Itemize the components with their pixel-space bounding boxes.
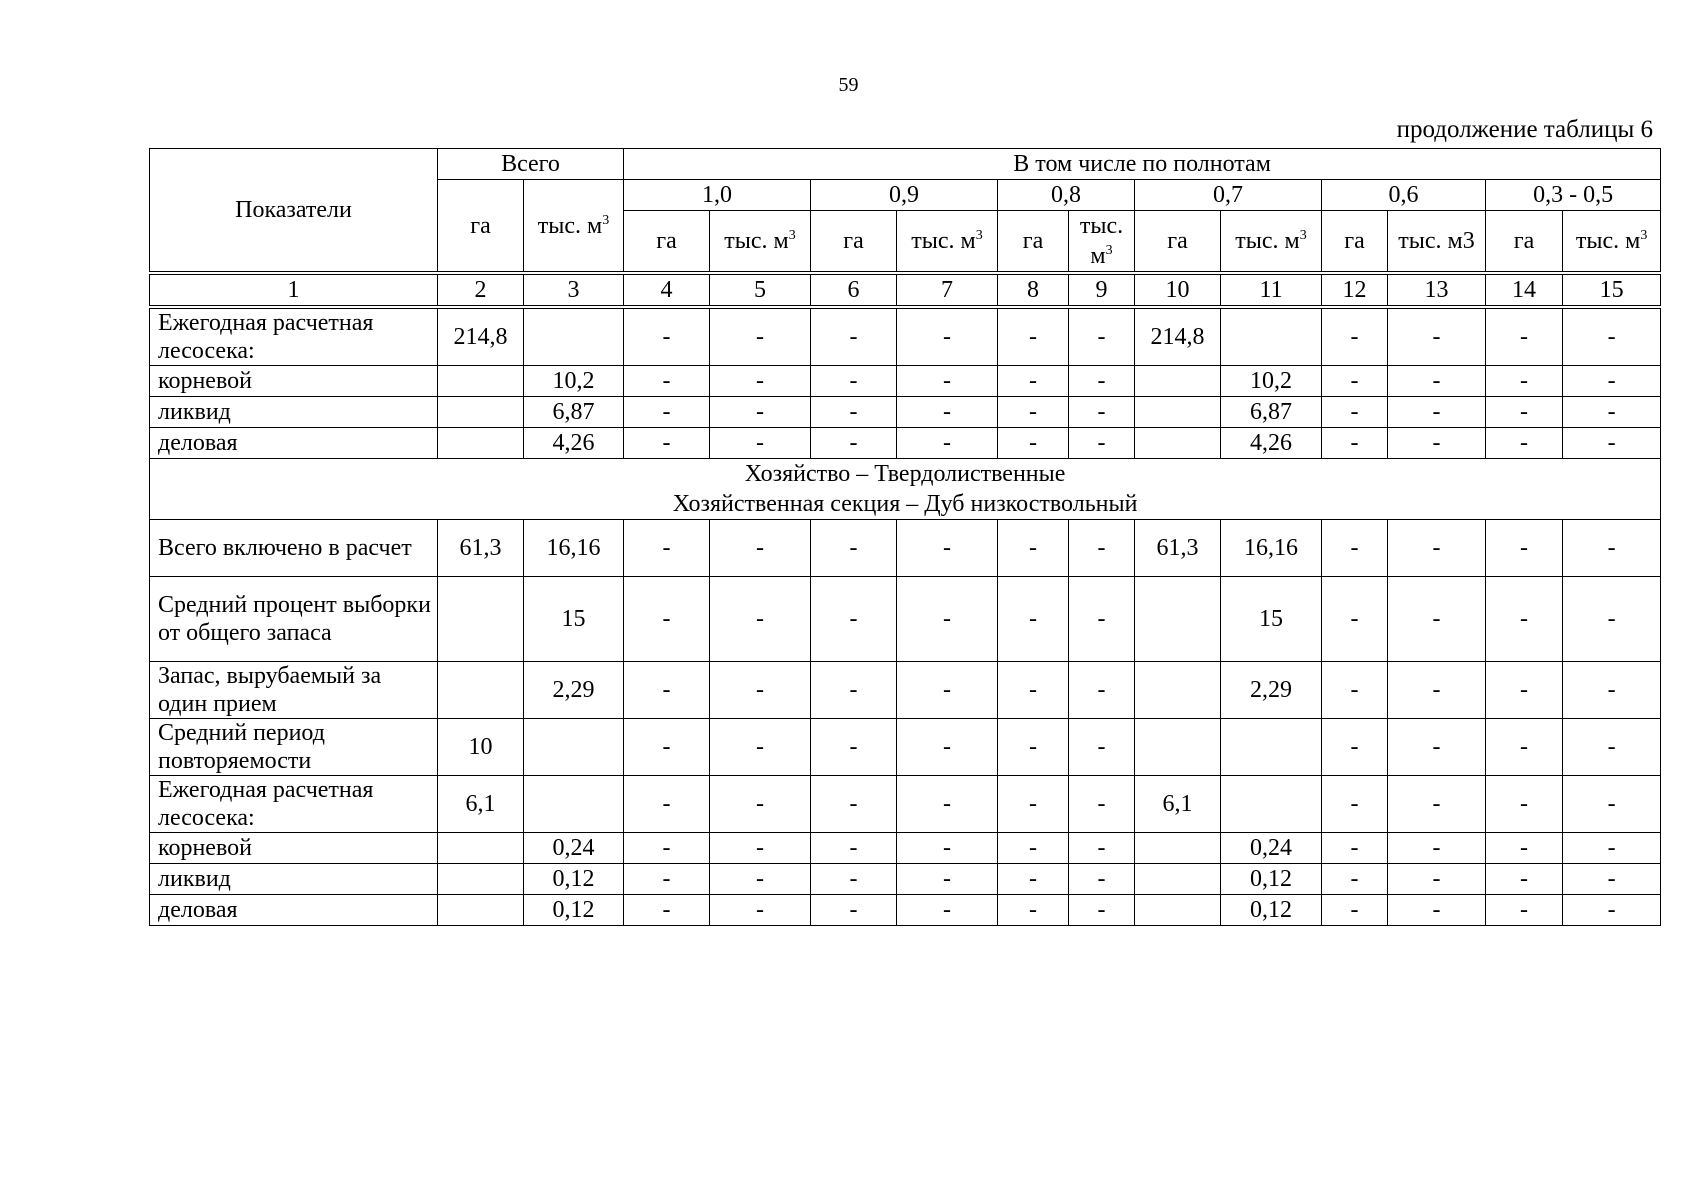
table-cell: - xyxy=(1563,719,1661,776)
table-cell: - xyxy=(1388,520,1486,577)
table-cell: - xyxy=(1563,307,1661,366)
table-cell: 15 xyxy=(1221,577,1322,662)
table-cell xyxy=(438,895,524,926)
table-cell: - xyxy=(897,719,998,776)
table-cell: - xyxy=(897,864,998,895)
table-cell: - xyxy=(998,776,1069,833)
table-cell xyxy=(1135,366,1221,397)
row-label: Ежегодная расчетная лесосека: xyxy=(150,776,438,833)
table-cell: - xyxy=(1069,833,1135,864)
table-cell: - xyxy=(624,719,710,776)
column-number: 8 xyxy=(998,273,1069,307)
row-label: корневой xyxy=(150,833,438,864)
table-cell: - xyxy=(897,397,998,428)
table-cell: - xyxy=(897,520,998,577)
table-cell: - xyxy=(897,307,998,366)
table-cell: 15 xyxy=(524,577,624,662)
table-cell: - xyxy=(1388,307,1486,366)
table-cell: - xyxy=(1388,895,1486,926)
table-cell xyxy=(438,833,524,864)
table-cell: - xyxy=(998,307,1069,366)
table-cell: - xyxy=(897,366,998,397)
table-cell: - xyxy=(1388,662,1486,719)
table-cell: - xyxy=(998,833,1069,864)
table-cell: - xyxy=(1388,776,1486,833)
table-cell xyxy=(1135,833,1221,864)
page-number: 59 xyxy=(838,74,859,96)
table-row xyxy=(150,520,1661,577)
table-cell: 0,12 xyxy=(1221,864,1322,895)
table-cell: 6,1 xyxy=(1135,776,1221,833)
table-cell: - xyxy=(897,833,998,864)
header-indicators: Показатели xyxy=(150,149,438,274)
header-density-1: 1,0 xyxy=(624,180,811,211)
column-number: 14 xyxy=(1486,273,1563,307)
table-cell: - xyxy=(811,776,897,833)
header-thous: тыс. $м^3$ xyxy=(710,211,811,274)
table-cell: - xyxy=(710,520,811,577)
table-cell: - xyxy=(1322,520,1388,577)
header-thous: тыс. $м^3$ xyxy=(1069,211,1135,274)
header-incl-density: В том числе по полнотам xyxy=(624,149,1661,180)
data-table xyxy=(149,148,1661,926)
table-cell xyxy=(1135,864,1221,895)
table-cell: - xyxy=(1486,662,1563,719)
table-cell: - xyxy=(998,719,1069,776)
table-cell: - xyxy=(624,895,710,926)
table-cell: - xyxy=(1563,833,1661,864)
table-cell xyxy=(438,662,524,719)
table-cell: - xyxy=(811,307,897,366)
table-cell: - xyxy=(998,520,1069,577)
table-cell: 10,2 xyxy=(1221,366,1322,397)
table-cell xyxy=(524,719,624,776)
table-cell: - xyxy=(710,895,811,926)
section-heading xyxy=(150,459,1661,520)
table-cell: - xyxy=(1563,577,1661,662)
column-number: 13 xyxy=(1388,273,1486,307)
table-cell: - xyxy=(1563,864,1661,895)
table-cell: - xyxy=(1486,895,1563,926)
table-cell: - xyxy=(1322,719,1388,776)
table-cell: - xyxy=(1322,662,1388,719)
table-cell: - xyxy=(1069,719,1135,776)
table-cell: - xyxy=(811,428,897,459)
table-row xyxy=(150,397,1661,428)
header-ha: га xyxy=(1486,211,1563,274)
table-cell xyxy=(1221,776,1322,833)
table-cell: - xyxy=(1388,833,1486,864)
table-cell xyxy=(1135,719,1221,776)
table-cell: - xyxy=(710,428,811,459)
table-cell: - xyxy=(624,307,710,366)
table-row xyxy=(150,776,1661,833)
column-number: 15 xyxy=(1563,273,1661,307)
table-row xyxy=(150,366,1661,397)
table-cell xyxy=(1135,397,1221,428)
table-cell: - xyxy=(1322,428,1388,459)
table-row xyxy=(150,833,1661,864)
section-row xyxy=(150,459,1661,520)
table-cell xyxy=(1135,428,1221,459)
table-cell: - xyxy=(1563,428,1661,459)
header-thous: тыс. м3 xyxy=(1388,211,1486,274)
table-cell: - xyxy=(710,366,811,397)
table-cell: - xyxy=(624,397,710,428)
header-total: Всего xyxy=(438,149,624,180)
table-cell: - xyxy=(624,366,710,397)
table-cell: - xyxy=(624,428,710,459)
table-cell: 16,16 xyxy=(524,520,624,577)
table-cell: 10,2 xyxy=(524,366,624,397)
table-cell: 61,3 xyxy=(1135,520,1221,577)
table-cell: - xyxy=(1322,895,1388,926)
row-label: Ежегодная расчетная лесосека: xyxy=(150,307,438,366)
table-cell: - xyxy=(1069,520,1135,577)
table-cell: - xyxy=(897,662,998,719)
table-cell: 0,24 xyxy=(524,833,624,864)
table-cell: - xyxy=(1388,719,1486,776)
table-cell xyxy=(438,366,524,397)
table-cell: - xyxy=(998,895,1069,926)
table-row xyxy=(150,864,1661,895)
table-cell: 2,29 xyxy=(1221,662,1322,719)
table-cell: - xyxy=(1322,864,1388,895)
table-cell: 214,8 xyxy=(1135,307,1221,366)
table-cell xyxy=(1135,577,1221,662)
table-cell: - xyxy=(1069,895,1135,926)
column-number: 10 xyxy=(1135,273,1221,307)
table-cell: 0,24 xyxy=(1221,833,1322,864)
table-cell: - xyxy=(811,577,897,662)
table-cell: 16,16 xyxy=(1221,520,1322,577)
table-cell: - xyxy=(710,577,811,662)
table-cell: - xyxy=(897,776,998,833)
table-cell: - xyxy=(811,397,897,428)
column-number: 2 xyxy=(438,273,524,307)
section-line-1: Хозяйство – Твердолиственные xyxy=(744,461,1066,487)
column-number: 1 xyxy=(150,273,438,307)
table-cell: - xyxy=(624,864,710,895)
table-cell: - xyxy=(1322,577,1388,662)
table-cell: - xyxy=(897,895,998,926)
table-cell xyxy=(524,776,624,833)
table-cell: - xyxy=(1069,397,1135,428)
table-cell: - xyxy=(1486,833,1563,864)
table-cell: - xyxy=(811,662,897,719)
table-cell: - xyxy=(811,719,897,776)
table-cell: - xyxy=(1486,719,1563,776)
table-cell: - xyxy=(811,864,897,895)
header-density-4: 0,7 xyxy=(1135,180,1322,211)
table-cell: 6,87 xyxy=(1221,397,1322,428)
column-number: 11 xyxy=(1221,273,1322,307)
table-cell: - xyxy=(1322,307,1388,366)
table-cell: - xyxy=(710,864,811,895)
table-cell: - xyxy=(1388,577,1486,662)
table-cell: - xyxy=(1069,577,1135,662)
table-cell: - xyxy=(998,864,1069,895)
table-cell: - xyxy=(897,428,998,459)
table-cell: - xyxy=(1069,864,1135,895)
row-label: Запас, вырубаемый за один прием xyxy=(150,662,438,719)
column-number: 5 xyxy=(710,273,811,307)
table-row xyxy=(150,428,1661,459)
table-cell: - xyxy=(1388,428,1486,459)
table-cell: - xyxy=(1388,864,1486,895)
table-cell: 0,12 xyxy=(524,864,624,895)
table-row xyxy=(150,662,1661,719)
table-cell: - xyxy=(1486,864,1563,895)
table-cell: - xyxy=(710,719,811,776)
row-label: Средний процент выборки от общего запаса xyxy=(150,577,438,662)
header-density-3: 0,8 xyxy=(998,180,1135,211)
table-cell: - xyxy=(1486,428,1563,459)
header-density-5: 0,6 xyxy=(1322,180,1486,211)
table-cell: - xyxy=(624,577,710,662)
table-cell: - xyxy=(897,577,998,662)
table-cell: 4,26 xyxy=(524,428,624,459)
table-cell: - xyxy=(1563,366,1661,397)
header-thous: тыс. $м^3$ xyxy=(897,211,998,274)
header-ha: га xyxy=(624,211,710,274)
table-cell: 4,26 xyxy=(1221,428,1322,459)
table-cell: - xyxy=(624,662,710,719)
table-cell: 2,29 xyxy=(524,662,624,719)
header-density-2: 0,9 xyxy=(811,180,998,211)
table-cell: - xyxy=(998,428,1069,459)
column-number: 7 xyxy=(897,273,998,307)
row-label: Всего включено в расчет xyxy=(150,520,438,577)
table-cell: - xyxy=(998,397,1069,428)
table-cell: 6,1 xyxy=(438,776,524,833)
table-cell xyxy=(524,307,624,366)
header-thous: тыс. $м^3$ xyxy=(1563,211,1661,274)
table-cell xyxy=(438,577,524,662)
table-cell: 10 xyxy=(438,719,524,776)
header-total-thous: тыс. $м^3$ xyxy=(524,180,624,274)
header-thous: тыс. $м^3$ xyxy=(1221,211,1322,274)
table-cell: - xyxy=(1563,662,1661,719)
table-cell: - xyxy=(1322,776,1388,833)
table-cell: - xyxy=(1486,776,1563,833)
table-cell: - xyxy=(1563,397,1661,428)
table-cell: - xyxy=(710,397,811,428)
column-number: 6 xyxy=(811,273,897,307)
table-cell: - xyxy=(1069,662,1135,719)
table-cell: - xyxy=(998,662,1069,719)
row-label: деловая xyxy=(150,895,438,926)
table-cell: - xyxy=(1486,397,1563,428)
table-cell: - xyxy=(710,776,811,833)
table-cell: - xyxy=(624,520,710,577)
column-number: 3 xyxy=(524,273,624,307)
table-cell: - xyxy=(710,662,811,719)
table-cell: - xyxy=(1486,366,1563,397)
table-cell: - xyxy=(1069,776,1135,833)
table-cell: 61,3 xyxy=(438,520,524,577)
table-cell xyxy=(1135,662,1221,719)
table-cell xyxy=(438,397,524,428)
column-number: 9 xyxy=(1069,273,1135,307)
table-cell xyxy=(438,864,524,895)
table-cell: - xyxy=(811,520,897,577)
row-label: Средний период повторяемости xyxy=(150,719,438,776)
table-cell: - xyxy=(1322,397,1388,428)
table-cell: - xyxy=(811,366,897,397)
table-cell: - xyxy=(1388,397,1486,428)
table-row xyxy=(150,307,1661,366)
table-cell: - xyxy=(1563,895,1661,926)
table-cell: - xyxy=(1069,366,1135,397)
table-cell: - xyxy=(624,833,710,864)
column-number: 4 xyxy=(624,273,710,307)
column-number: 12 xyxy=(1322,273,1388,307)
table-cell xyxy=(438,428,524,459)
table-cell: - xyxy=(1388,366,1486,397)
header-ha: га xyxy=(998,211,1069,274)
table-cell: - xyxy=(1322,833,1388,864)
table-cell: - xyxy=(1486,577,1563,662)
table-cell: - xyxy=(1069,307,1135,366)
table-cell: 0,12 xyxy=(524,895,624,926)
table-cell xyxy=(1135,895,1221,926)
table-cell: - xyxy=(1486,307,1563,366)
table-cell: - xyxy=(811,833,897,864)
table-cell: - xyxy=(811,895,897,926)
header-total-ha: га xyxy=(438,180,524,274)
table-cell: - xyxy=(1069,428,1135,459)
table-row xyxy=(150,895,1661,926)
table-cell: 0,12 xyxy=(1221,895,1322,926)
table-cell: 214,8 xyxy=(438,307,524,366)
table-cell: - xyxy=(1563,520,1661,577)
table-cell: - xyxy=(998,366,1069,397)
table-cell: - xyxy=(710,833,811,864)
table-row xyxy=(150,719,1661,776)
row-label: ликвид xyxy=(150,864,438,895)
table-cell: - xyxy=(1563,776,1661,833)
header-ha: га xyxy=(1322,211,1388,274)
header-ha: га xyxy=(1135,211,1221,274)
table-cell: - xyxy=(1322,366,1388,397)
table-cell xyxy=(1221,719,1322,776)
table-cell: 6,87 xyxy=(524,397,624,428)
table-cell: - xyxy=(710,307,811,366)
table-cell xyxy=(1221,307,1322,366)
table-caption: продолжение таблицы 6 xyxy=(1396,116,1653,143)
table-cell: - xyxy=(998,577,1069,662)
table-cell: - xyxy=(624,776,710,833)
row-label: ликвид xyxy=(150,397,438,428)
header-density-6: 0,3 - 0,5 xyxy=(1486,180,1661,211)
row-label: деловая xyxy=(150,428,438,459)
header-ha: га xyxy=(811,211,897,274)
table-row xyxy=(150,577,1661,662)
row-label: корневой xyxy=(150,366,438,397)
table-cell: - xyxy=(1486,520,1563,577)
section-line-2: Хозяйственная секция – Дуб низкоствольный xyxy=(672,491,1138,517)
